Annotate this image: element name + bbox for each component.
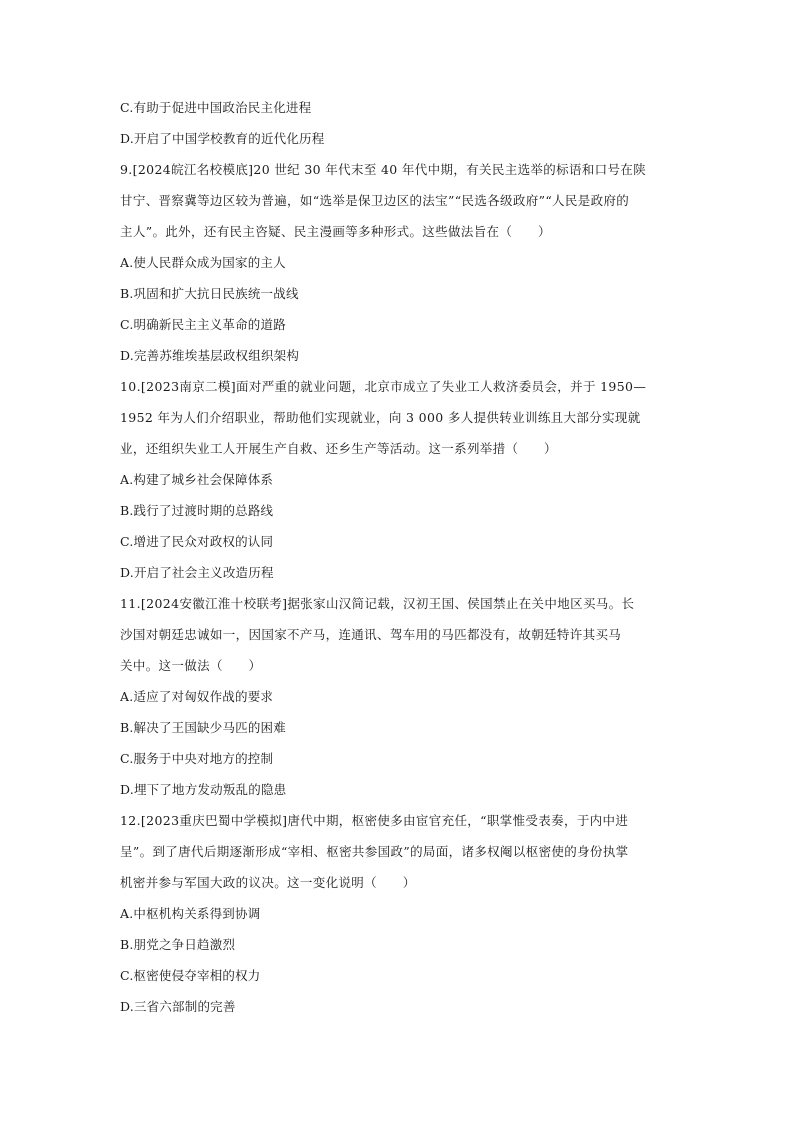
q11-option-c: C.服务于中央对地方的控制 (120, 751, 274, 766)
q9-option-b: B.巩固和扩大抗日民族统一战线 (120, 286, 299, 301)
q12-stem-line-1: 12.[2023重庆巴蜀中学模拟]唐代中期，枢密使多由宦官充任，“职掌惟受表奏，于内中进 (120, 813, 629, 828)
q9-stem-line-2: 甘宁、晋察冀等边区较为普遍，如“选举是保卫边区的法宝”“民选各级政府”“人民是政府的 (120, 193, 630, 208)
q9-stem-line-3: 主人”。此外，还有民主咨疑、民主漫画等多种形式。这些做法旨在（ ） (120, 224, 551, 239)
q8-option-d: D.开启了中国学校教育的近代化历程 (120, 131, 325, 146)
q11-stem-line-1: 11.[2024安徽江淮十校联考]据张家山汉简记载，汉初王国、侯国禁止在关中地区买马。长 (120, 596, 635, 611)
q10-option-c: C.增进了民众对政权的认同 (120, 534, 274, 549)
q12-option-b: B.朋党之争日趋激烈 (120, 937, 236, 952)
q12-option-a: A.中枢机构关系得到协调 (120, 906, 261, 921)
q9-option-c: C.明确新民主主义革命的道路 (120, 317, 286, 332)
q12-option-c: C.枢密使侵夺宰相的权力 (120, 968, 261, 983)
q10-option-a: A.构建了城乡社会保障体系 (120, 472, 274, 487)
q10-stem-line-2: 1952 年为人们介绍职业，帮助他们实现就业，向 3 000 多人提供转业训练且大部分实现就 (120, 410, 641, 425)
q10-stem-line-1: 10.[2023南京二模]面对严重的就业问题，北京市成立了失业工人救济委员会，并于 1950— (120, 379, 647, 394)
q11-stem-line-2: 沙国对朝廷忠诚如一，因国家不产马，连通讯、驾车用的马匹都没有，故朝廷特许其买马 (120, 627, 622, 642)
q12-option-d: D.三省六部制的完善 (120, 999, 236, 1014)
q11-option-a: A.适应了对匈奴作战的要求 (120, 689, 274, 704)
q10-option-d: D.开启了社会主义改造历程 (120, 565, 274, 580)
q8-option-c: C.有助于促进中国政治民主化进程 (120, 100, 312, 115)
q9-stem-line-1: 9.[2024皖江名校模底]20 世纪 30 年代末至 40 年代中期，有关民主选举的标语和口号在陕 (120, 162, 647, 177)
q10-stem-line-3: 业，还组织失业工人开展生产自救、还乡生产等活动。这一系列举措（ ） (120, 441, 557, 456)
q12-stem-line-3: 机密并参与军国大政的议决。这一变化说明（ ） (120, 875, 416, 890)
q11-stem-line-3: 关中。这一做法（ ） (120, 658, 262, 673)
q9-option-a: A.使人民群众成为国家的主人 (120, 255, 286, 270)
q10-option-b: B.践行了过渡时期的总路线 (120, 503, 274, 518)
q11-option-b: B.解决了王国缺少马匹的困难 (120, 720, 286, 735)
q12-stem-line-2: 呈”。到了唐代后期逐渐形成“宰相、枢密共参国政”的局面，诸多权阉以枢密使的身份执掌 (120, 844, 629, 859)
q11-option-d: D.埋下了地方发动叛乱的隐患 (120, 782, 287, 797)
q9-option-d: D.完善苏维埃基层政权组织架构 (120, 348, 300, 363)
